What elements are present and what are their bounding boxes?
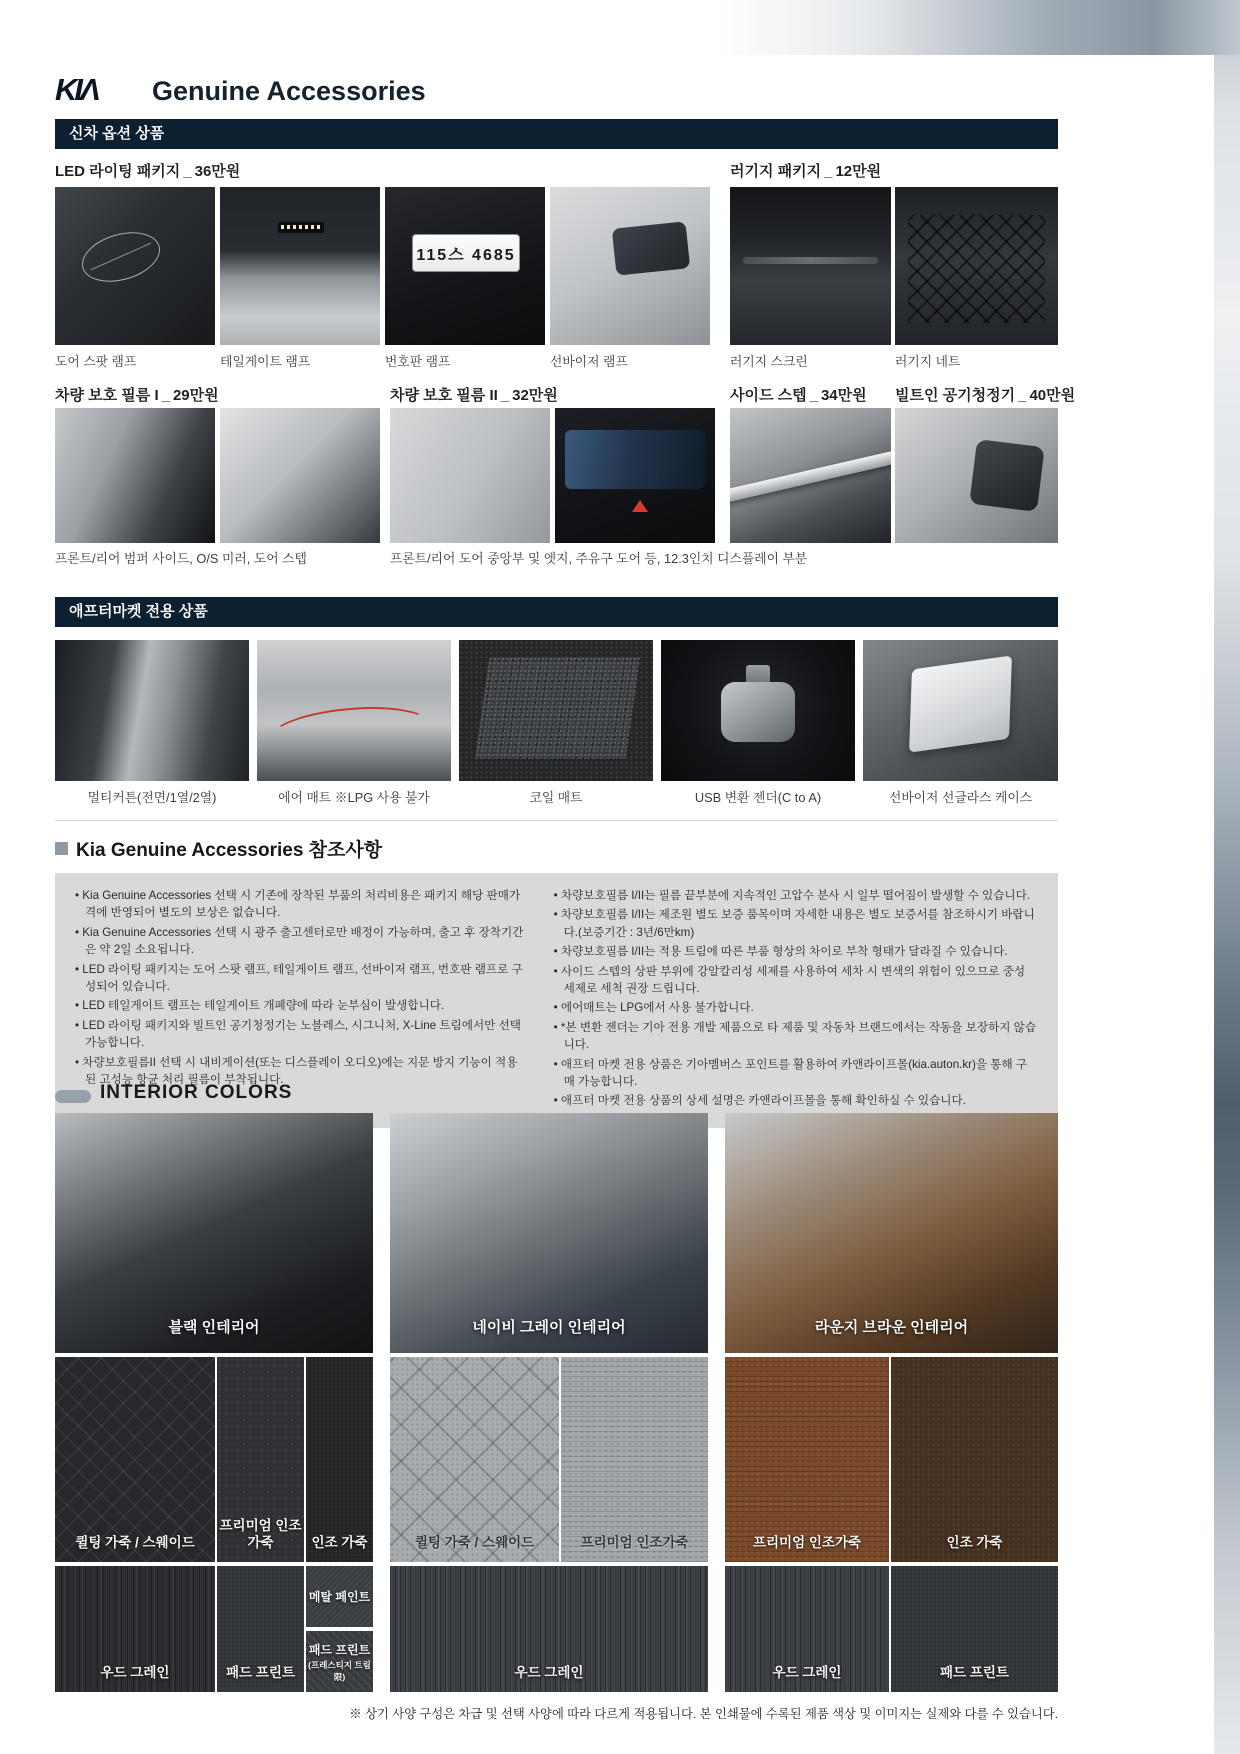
- swatch-label: 퀼팅 가죽 / 스웨이드: [75, 1535, 195, 1551]
- photo-luggage-screen: [730, 187, 891, 345]
- spot-light-projection: [76, 224, 166, 290]
- caption-film1-areas: 프론트/리어 범퍼 사이드, O/S 미러, 도어 스텝: [55, 551, 307, 566]
- caption-door-spot-lamp: 도어 스팟 램프: [55, 354, 137, 369]
- swatch-pad-print-prestige: [306, 1631, 373, 1692]
- group-separator: _: [824, 163, 833, 180]
- kia-logo: KIΛ: [55, 72, 98, 107]
- swatch-gray-premium-artificial-leather: [561, 1357, 708, 1562]
- note-item: • Kia Genuine Accessories 선택 시 기존에 장착된 부품의 처리비용은 패키지 해당 판매가격에 반영되어 별도의 보상은 없습니다.: [75, 887, 528, 922]
- side-step-strip: [730, 449, 891, 505]
- luggage-net-grid: [908, 215, 1045, 322]
- group-separator: _: [183, 163, 192, 180]
- swatch-black-premium-artificial-leather: [217, 1357, 304, 1562]
- photo-sunvisor-lamp: [550, 187, 710, 345]
- note-item: • Kia Genuine Accessories 선택 시 광주 출고센터로만 배정이 가능하며, 출고 후 장착기간은 약 2일 소요됩니다.: [75, 924, 528, 959]
- section-divider: [55, 820, 1058, 821]
- group-name: 차량 보호 필름 II: [390, 387, 498, 404]
- swatch-label: 우드 그레인: [100, 1665, 170, 1681]
- swatch-label: 패드 프린트: [308, 1642, 371, 1657]
- swatch-label: 패드 프린트: [226, 1665, 295, 1681]
- group-separator: _: [1018, 387, 1027, 404]
- photo-door-spot-lamp: [55, 187, 215, 345]
- photo-film1-mirror-doorstep: [220, 408, 380, 543]
- page-title: Genuine Accessories: [152, 76, 426, 106]
- hazard-button: [632, 500, 648, 512]
- note-item: • 에어매트는 LPG에서 사용 불가합니다.: [554, 999, 1038, 1016]
- air-purifier-unit: [970, 439, 1046, 512]
- luggage-screen-bar: [743, 257, 878, 264]
- caption-coil-mat: 코일 매트: [529, 790, 583, 805]
- photo-built-in-air-purifier: [895, 408, 1058, 543]
- swatch-black-quilting-leather-suede: [55, 1357, 215, 1562]
- interior-label: 블랙 인테리어: [168, 1319, 260, 1336]
- group-header-luggage-package: [730, 160, 881, 181]
- caption-usb-gender: USB 변환 젠더(C to A): [694, 790, 822, 805]
- caption-multi-curtain: 멀티커튼(전면/1열/2열): [87, 790, 217, 805]
- notes-left-column: [75, 887, 528, 1112]
- note-item: • LED 라이팅 패키지는 도어 스팟 램프, 테일게이트 램프, 선바이저 램프, 번호판 램프로 구성되어 있습니다.: [75, 961, 528, 996]
- swatch-brown-premium-artificial-leather: [725, 1357, 889, 1562]
- note-item: • 차량보호필름 I/II는 필름 끝부분에 지속적인 고압수 분사 시 일부 떨어짐이 발생할 수 있습니다.: [554, 887, 1038, 904]
- caption-air-mat: 에어 매트 ※LPG 사용 불가: [278, 790, 430, 805]
- group-header-led-lighting: [55, 160, 240, 181]
- swatch-gray-quilting-leather-suede: [390, 1357, 559, 1562]
- caption-luggage-net: 러기지 네트: [895, 354, 961, 369]
- group-header-protection-film-2: [390, 384, 558, 405]
- note-item: • 애프터 마켓 전용 상품의 상세 설명은 카앤라이프몰을 통해 확인하실 수 있습니다.: [554, 1092, 1038, 1109]
- photo-coil-mat: [459, 640, 653, 781]
- swatch-label: 프리미엄 인조가죽: [580, 1535, 689, 1551]
- group-price: 32만원: [512, 387, 558, 404]
- group-price: 12만원: [835, 163, 882, 180]
- photo-sunglass-case: [863, 640, 1058, 781]
- group-name: 사이드 스텝: [730, 387, 807, 404]
- usb-plug-tip: [746, 665, 769, 683]
- sunglass-case-body: [909, 655, 1012, 752]
- swatch-sublabel: (프레스티지 트림限): [308, 1659, 371, 1682]
- group-separator: _: [500, 387, 510, 404]
- note-item: • 차량보호필름 I/II는 제조원 별도 보증 품목이며 자세한 내용은 별도 보증서를 참조하시기 바랍니다.(보증기간 : 3년/6만km): [554, 906, 1038, 941]
- photo-air-mat: [257, 640, 451, 781]
- note-item: • LED 테일게이트 램프는 테일게이트 개폐량에 따라 눈부심이 발생합니다.: [75, 997, 528, 1014]
- photo-multi-curtain: [55, 640, 249, 781]
- banner-aftermarket: 애프터마켓 전용 상품: [55, 597, 1058, 627]
- caption-sunvisor-lamp: 선바이저 램프: [550, 354, 628, 369]
- interior-colors-pill-icon: [55, 1090, 91, 1103]
- photo-black-interior: [55, 1113, 373, 1353]
- group-price: 34만원: [820, 387, 867, 404]
- group-name: 빌트인 공기청정기: [895, 387, 1016, 404]
- group-name: 러기지 패키지: [730, 163, 822, 180]
- group-price: 29만원: [172, 387, 219, 404]
- caption-tailgate-lamp: 테일게이트 램프: [220, 354, 311, 369]
- photo-side-step: [730, 408, 891, 543]
- swatch-black-pad-print: [217, 1566, 304, 1692]
- swatch-metal-paint: [306, 1566, 373, 1627]
- notes-right-column: [554, 887, 1038, 1112]
- photo-film2-door-edge: [390, 408, 550, 543]
- air-mat-red-piping: [267, 701, 434, 763]
- note-item: • 애프터 마켓 전용 상품은 기아멤버스 포인트를 활용하여 카앤라이프몰(kia.auton.kr)을 통해 구매 가능합니다.: [554, 1056, 1038, 1091]
- caption-plate-lamp: 번호판 램프: [385, 354, 451, 369]
- coil-mat-surface: [475, 657, 641, 759]
- group-price: 36만원: [194, 163, 241, 180]
- swatch-black-wood-grain: [55, 1566, 215, 1692]
- swatch-label: 패드 프린트: [940, 1665, 1009, 1681]
- photo-usb-gender: [661, 640, 855, 781]
- navigation-screen: [565, 430, 706, 489]
- group-header-air-purifier: [895, 384, 1075, 405]
- square-bullet-icon: [55, 842, 68, 855]
- interior-colors-heading: INTERIOR COLORS: [100, 1082, 293, 1103]
- group-name: 차량 보호 필름 I: [55, 387, 159, 404]
- swatch-label: 프리미엄 인조가죽: [752, 1535, 862, 1551]
- photo-tailgate-lamp: [220, 187, 380, 345]
- swatch-label: 인조 가죽: [311, 1535, 368, 1551]
- group-header-side-step: [730, 384, 867, 405]
- swatch-gray-wood-grain: [390, 1566, 708, 1692]
- group-separator: _: [161, 387, 170, 404]
- photo-navy-gray-interior: [390, 1113, 708, 1353]
- caption-luggage-screen: 러기지 스크린: [730, 354, 808, 369]
- caption-sunglass-case: 선바이저 선글라스 케이스: [888, 790, 1033, 805]
- swatch-brown-pad-print: [891, 1566, 1058, 1692]
- swatch-label: 인조 가죽: [946, 1535, 1003, 1551]
- swatch-label: 우드 그레인: [772, 1665, 842, 1681]
- note-item: • *본 변환 젠더는 기아 전용 개발 제품으로 타 제품 및 자동차 브랜드에서는 작동을 보장하지 않습니다.: [554, 1019, 1038, 1054]
- usb-adapter-body: [721, 682, 795, 741]
- note-item: • LED 라이팅 패키지와 빌트인 공기청정기는 노블레스, 시그니처, X-Line 트림에서만 선택 가능합니다.: [75, 1017, 528, 1052]
- swatch-brown-artificial-leather: [891, 1357, 1058, 1562]
- note-item: • 차량보호필름II 선택 시 내비게이션(또는 디스플레이 오디오)에는 지문 방지 기능이 적용된 고성능 항균 처리 필름이 부착됩니다.: [75, 1054, 528, 1089]
- visor-lamp-unit: [612, 221, 690, 276]
- swatch-black-artificial-leather: [306, 1357, 373, 1562]
- group-price: 40만원: [1029, 387, 1076, 404]
- group-separator: _: [809, 387, 818, 404]
- group-header-protection-film-1: [55, 384, 219, 405]
- photo-license-plate-lamp: [385, 187, 545, 345]
- right-edge-gradient-band: [1214, 0, 1240, 1754]
- banner-new-car-options: 신차 옵션 상품: [55, 119, 1058, 149]
- note-item: • 차량보호필름 I/II는 적용 트림에 따른 부품 형상의 차이로 부착 형태가 달라질 수 있습니다.: [554, 943, 1038, 960]
- note-item: • 사이드 스텝의 상판 부위에 강알칼리성 세제를 사용하여 세차 시 변색의 위험이 있으므로 중성 세제로 세척 권장 드립니다.: [554, 963, 1038, 998]
- photo-lounge-brown-interior: [725, 1113, 1058, 1353]
- photo-film1-front-bumper: [55, 408, 215, 543]
- photo-film2-display: [555, 408, 715, 543]
- swatch-label: 퀼팅 가죽 / 스웨이드: [414, 1535, 535, 1551]
- photo-luggage-net: [895, 187, 1058, 345]
- footer-disclaimer: ※ 상기 사양 구성은 차급 및 선택 사양에 따라 다르게 적용됩니다. 본 인쇄물에 수록된 제품 색상 및 이미지는 실제와 다를 수 있습니다.: [349, 1707, 1058, 1721]
- swatch-label: 우드 그레인: [514, 1665, 584, 1681]
- caption-film2-areas: 프론트/리어 도어 중앙부 및 엣지, 주유구 도어 등, 12.3인치 디스플레이 부분: [390, 551, 808, 566]
- led-bar: [278, 222, 324, 233]
- group-name: LED 라이팅 패키지: [55, 163, 181, 180]
- interior-label: 라운지 브라운 인테리어: [814, 1319, 969, 1336]
- swatch-brown-wood-grain: [725, 1566, 889, 1692]
- swatch-label: 메탈 페인트: [308, 1590, 371, 1604]
- interior-label: 네이비 그레이 인테리어: [472, 1319, 626, 1336]
- top-edge-gradient-band: [0, 0, 1240, 55]
- swatch-label: 프리미엄 인조가죽: [219, 1518, 302, 1551]
- notes-heading: Kia Genuine Accessories 참조사항: [76, 840, 383, 861]
- license-plate: 115스 4685: [412, 234, 520, 272]
